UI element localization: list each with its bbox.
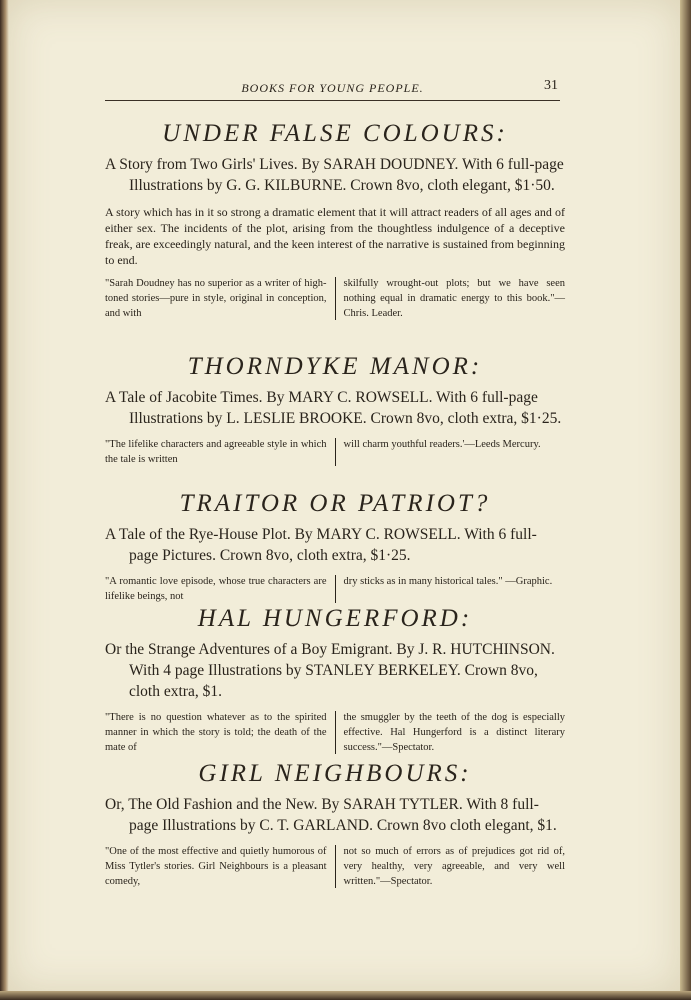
page-left-edge <box>0 0 9 1000</box>
book-entry <box>105 490 565 604</box>
review-quote-left: "A romantic love episode, whose true characters are lifelike beings, not <box>105 576 327 602</box>
review-quotes <box>105 844 565 889</box>
book-title: HAL HUNGERFORD: <box>197 605 473 632</box>
review-quote-right: dry sticks as in many historical tales." —Graphic. <box>343 576 553 587</box>
page-bottom-edge <box>0 991 691 1000</box>
review-quotes <box>105 710 565 755</box>
review-quotes <box>105 437 565 467</box>
review-quote-left: "One of the most effective and quietly humorous of Miss Tytler's stories. Girl Neighbours is a pleasant comedy, <box>105 846 327 887</box>
review-quote-left: "There is no question whatever as to the spirited manner in which the story is told; the death of the mate of <box>105 712 327 753</box>
review-quote-right: not so much of errors as of prejudices got rid of, very healthy, very agreeable, and very well written."—Spectator. <box>343 846 565 887</box>
book-blurb: A story which has in it so strong a dramatic element that it will attract readers of all ages and of either sex. The incidents of the plot, arising from the thoughtless indulgence of a deceptive freak, are exceedingly natural, and the keen interest of the narrative is sustained from beginning to end. <box>105 205 565 267</box>
review-quotes <box>105 276 565 321</box>
review-quote-right: skilfully wrought-out plots; but we have seen nothing equal in dramatic energy to this book."—Chris. Leader. <box>343 278 565 319</box>
review-quote-right: will charm youthful readers.'—Leeds Mercury. <box>343 439 541 450</box>
book-description: A Story from Two Girls' Lives. By SARAH DOUDNEY. With 6 full-page Illustrations by G. G. KILBURNE. Crown 8vo, cloth elegant, $1·50. <box>105 156 564 194</box>
book-entry <box>105 353 565 467</box>
page-number: 31 <box>544 78 558 93</box>
review-quote-left: "Sarah Doudney has no superior as a writer of high-toned stories—pure in style, original in conception, and with <box>105 278 327 319</box>
book-title: TRAITOR OR PATRIOT? <box>179 490 491 517</box>
book-description: Or the Strange Adventures of a Boy Emigrant. By J. R. HUTCHINSON. With 4 page Illustrations by STANLEY BERKELEY. Crown 8vo, cloth extra, $1. <box>105 641 555 700</box>
book-description: A Tale of the Rye-House Plot. By MARY C. ROWSELL. With 6 full-page Pictures. Crown 8vo, cloth extra, $1·25. <box>105 526 537 564</box>
book-entry <box>105 760 565 889</box>
page-header <box>105 78 560 101</box>
review-quote-right: the smuggler by the teeth of the dog is especially effective. Hal Hungerford is a distinct literary success."—Spectator. <box>343 712 565 753</box>
book-description: A Tale of Jacobite Times. By MARY C. ROWSELL. With 6 full-page Illustrations by L. LESLIE BROOKE. Crown 8vo, cloth extra, $1·25. <box>105 389 562 427</box>
book-title: THORNDYKE MANOR: <box>187 353 483 380</box>
running-head: BOOKS FOR YOUNG PEOPLE. <box>241 81 424 95</box>
review-quotes <box>105 574 565 604</box>
book-entry <box>105 120 565 321</box>
book-entry <box>105 605 565 755</box>
review-quote-left: "The lifelike characters and agreeable style in which the tale is written <box>105 439 327 465</box>
page-right-edge <box>680 0 691 1000</box>
book-title: GIRL NEIGHBOURS: <box>198 760 472 787</box>
book-description: Or, The Old Fashion and the New. By SARAH TYTLER. With 8 full-page Illustrations by C. T. GARLAND. Crown 8vo cloth elegant, $1. <box>105 796 557 834</box>
book-title: UNDER FALSE COLOURS: <box>162 120 508 147</box>
